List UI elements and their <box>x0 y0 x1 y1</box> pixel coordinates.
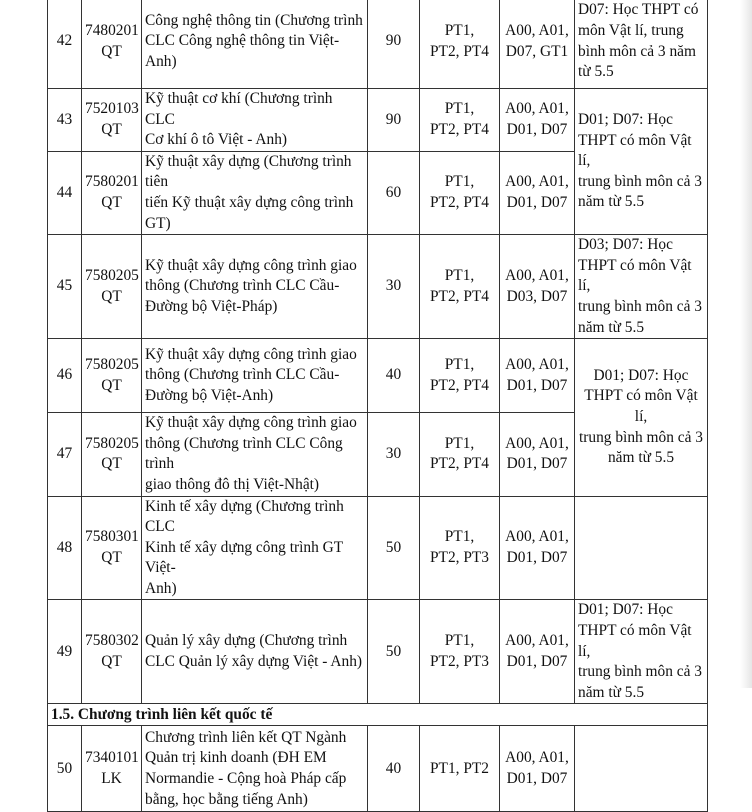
program-code: 7580301 QT <box>82 496 142 600</box>
program-code: 7580302 QT <box>82 600 142 704</box>
admission-methods: PT1, PT2, PT3 <box>420 600 500 704</box>
quota: 30 <box>368 235 420 339</box>
subject-combos: A00, A01, D01, D07 <box>500 413 575 496</box>
subject-combos: A00, A01, D01, D07 <box>500 89 575 152</box>
note: D01; D07: Học THPT có môn Vật lí, trung bình môn cả 3 năm từ 5.5 <box>575 89 708 235</box>
program-name: Kinh tế xây dựng (Chương trình CLC Kinh tế xây dựng công trình GT Việt- Anh) <box>142 496 368 600</box>
row-number: 47 <box>48 413 82 496</box>
note: D03; D07: Học THPT có môn Vật lí, trung bình môn cả 3 năm từ 5.5 <box>575 235 708 339</box>
table-row <box>48 0 708 89</box>
table-row <box>48 726 708 812</box>
table-row <box>48 89 708 152</box>
program-name: Chương trình liên kết QT Ngành Quản trị kinh doanh (ĐH EM Normandie - Cộng hoà Pháp cấp bằng, học bằng tiếng Anh) <box>142 726 368 812</box>
row-number: 43 <box>48 89 82 152</box>
program-code: 7340101 LK <box>82 726 142 812</box>
note: D01; D07: Học THPT có môn Vật lí, trung bình môn cả 3 năm từ 5.5 <box>575 600 708 704</box>
table-row <box>48 600 708 704</box>
quota: 40 <box>368 339 420 413</box>
subject-combos: A00, A01, D01, D07 <box>500 600 575 704</box>
subject-combos: A00, A01, D01, D07 <box>500 496 575 600</box>
admission-methods: PT1, PT2, PT4 <box>420 235 500 339</box>
program-code: 7480201 QT <box>82 0 142 89</box>
program-name: Kỹ thuật xây dựng công trình giao thông (Chương trình CLC Cầu- Đường bộ Việt-Pháp) <box>142 235 368 339</box>
section-title: 1.5. Chương trình liên kết quốc tế <box>48 704 708 726</box>
admission-methods: PT1, PT2 <box>420 726 500 812</box>
table-row <box>48 339 708 413</box>
note-empty <box>575 496 708 600</box>
subject-combos: A00, A01, D01, D07 <box>500 339 575 413</box>
program-name: Kỹ thuật xây dựng (Chương trình tiên tiến Kỹ thuật xây dựng công trình GT) <box>142 151 368 234</box>
row-number: 44 <box>48 151 82 234</box>
row-number: 45 <box>48 235 82 339</box>
subject-combos: A00, A01, D03, D07 <box>500 235 575 339</box>
quota: 60 <box>368 151 420 234</box>
program-name: Kỹ thuật xây dựng công trình giao thông (Chương trình CLC Công trình giao thông đô thị Việt-Nhật) <box>142 413 368 496</box>
subject-combos: A00, A01, D01, D07 <box>500 726 575 812</box>
admission-methods: PT1, PT2, PT4 <box>420 151 500 234</box>
row-number: 46 <box>48 339 82 413</box>
note: D07: Học THPT có môn Vật lí, trung bình môn cả 3 năm từ 5.5 <box>575 0 708 89</box>
note: D01; D07: Học THPT có môn Vật lí, trung bình môn cả 3 năm từ 5.5 <box>575 339 708 496</box>
row-number: 48 <box>48 496 82 600</box>
admission-methods: PT1, PT2, PT4 <box>420 0 500 89</box>
admission-methods: PT1, PT2, PT4 <box>420 89 500 152</box>
quota: 90 <box>368 89 420 152</box>
admission-methods: PT1, PT2, PT4 <box>420 339 500 413</box>
program-code: 7580205 QT <box>82 235 142 339</box>
table-row <box>48 496 708 600</box>
quota: 50 <box>368 496 420 600</box>
row-number: 42 <box>48 0 82 89</box>
program-name: Kỹ thuật cơ khí (Chương trình CLC Cơ khí ô tô Việt - Anh) <box>142 89 368 152</box>
page-edge-shadow <box>740 0 752 688</box>
program-code: 7580205 QT <box>82 413 142 496</box>
program-name: Quản lý xây dựng (Chương trình CLC Quản lý xây dựng Việt - Anh) <box>142 600 368 704</box>
admission-methods: PT1, PT2, PT4 <box>420 413 500 496</box>
quota: 90 <box>368 0 420 89</box>
quota: 30 <box>368 413 420 496</box>
admissions-table <box>47 0 708 812</box>
table-row <box>48 235 708 339</box>
subject-combos: A00, A01, D01, D07 <box>500 151 575 234</box>
quota: 40 <box>368 726 420 812</box>
section-row <box>48 704 708 726</box>
program-code: 7520103 QT <box>82 89 142 152</box>
program-code: 7580205 QT <box>82 339 142 413</box>
program-name: Kỹ thuật xây dựng công trình giao thông (Chương trình CLC Cầu- Đường bộ Việt-Anh) <box>142 339 368 413</box>
note-empty <box>575 726 708 812</box>
program-name: Công nghệ thông tin (Chương trình CLC Công nghệ thông tin Việt-Anh) <box>142 0 368 89</box>
quota: 50 <box>368 600 420 704</box>
row-number: 50 <box>48 726 82 812</box>
row-number: 49 <box>48 600 82 704</box>
program-code: 7580201 QT <box>82 151 142 234</box>
subject-combos: A00, A01, D07, GT1 <box>500 0 575 89</box>
admission-methods: PT1, PT2, PT3 <box>420 496 500 600</box>
